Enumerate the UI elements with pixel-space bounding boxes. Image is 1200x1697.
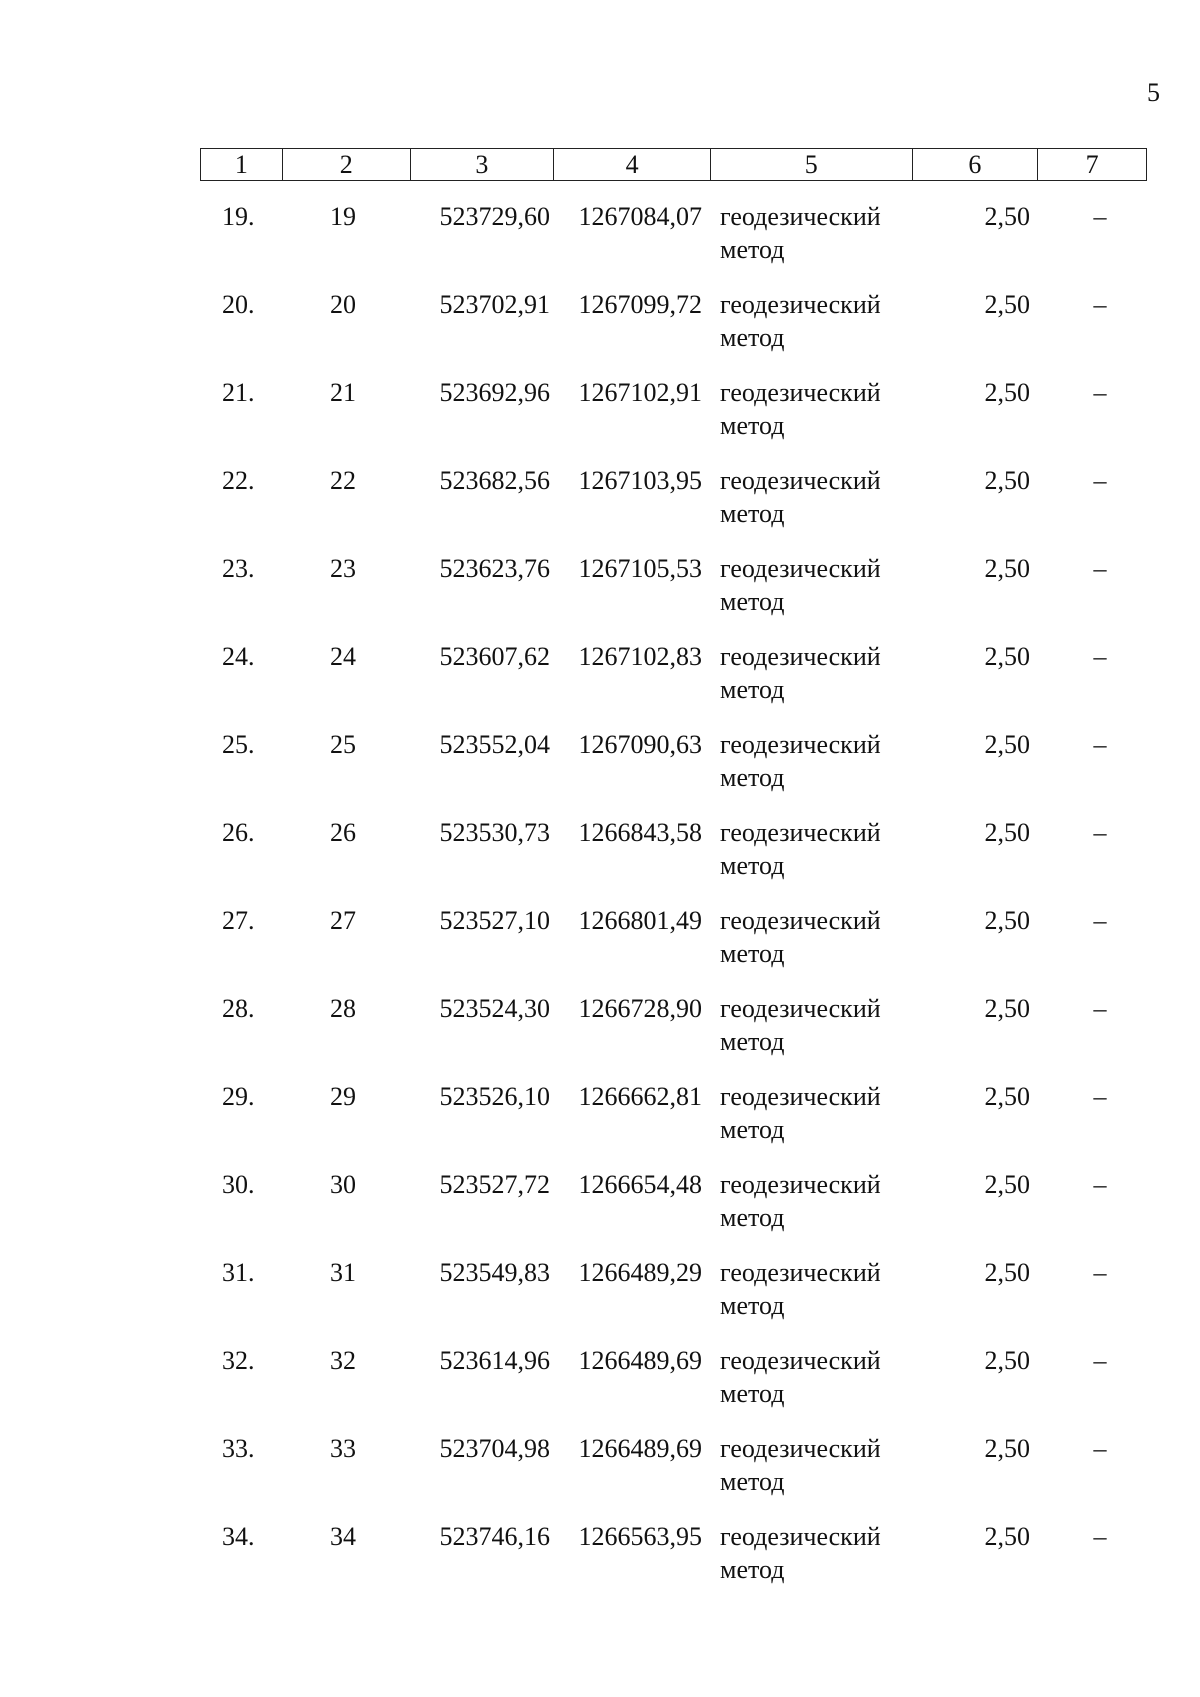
row-number-cell: 33.	[222, 1434, 255, 1463]
coordinate-y-cell: 1266843,58	[578, 818, 702, 847]
table-row	[200, 1168, 1147, 1256]
method-line-2: метод	[720, 1555, 785, 1584]
description-cell: –	[1093, 818, 1107, 847]
accuracy-cell: 2,50	[984, 378, 1030, 407]
table-row	[200, 200, 1147, 288]
coordinate-x-cell: 523702,91	[439, 290, 550, 319]
method-line-1: геодезический	[720, 1434, 881, 1463]
row-number-cell: 34.	[222, 1522, 255, 1551]
method-cell	[720, 1168, 920, 1234]
table-row	[200, 552, 1147, 640]
method-line-1: геодезический	[720, 290, 881, 319]
description-cell: –	[1093, 906, 1107, 935]
method-line-1: геодезический	[720, 642, 881, 671]
table-row	[200, 1432, 1147, 1520]
point-id-cell: 33	[330, 1434, 356, 1463]
coordinate-y-cell: 1266489,69	[578, 1434, 702, 1463]
point-id-cell: 24	[330, 642, 356, 671]
method-line-2: метод	[720, 675, 785, 704]
method-line-1: геодезический	[720, 818, 881, 847]
coordinate-y-cell: 1266654,48	[578, 1170, 702, 1199]
coordinate-y-cell: 1267084,07	[578, 202, 702, 231]
method-line-2: метод	[720, 235, 785, 264]
header-cell-7: 7	[1085, 149, 1099, 179]
row-number-cell: 19.	[222, 202, 255, 231]
coordinate-y-cell: 1266489,29	[578, 1258, 702, 1287]
method-line-2: метод	[720, 1203, 785, 1232]
method-line-2: метод	[720, 1467, 785, 1496]
coordinate-x-cell: 523704,98	[439, 1434, 550, 1463]
description-cell: –	[1093, 730, 1107, 759]
point-id-cell: 28	[330, 994, 356, 1023]
method-line-1: геодезический	[720, 1346, 881, 1375]
method-cell	[720, 1344, 920, 1410]
coordinate-x-cell: 523524,30	[439, 994, 550, 1023]
row-number-cell: 32.	[222, 1346, 255, 1375]
coordinate-x-cell: 523526,10	[439, 1082, 550, 1111]
table-row	[200, 288, 1147, 376]
method-cell	[720, 1520, 920, 1586]
method-cell	[720, 1256, 920, 1322]
accuracy-cell: 2,50	[984, 1522, 1030, 1551]
method-cell	[720, 904, 920, 970]
description-cell: –	[1093, 202, 1107, 231]
accuracy-cell: 2,50	[984, 730, 1030, 759]
method-cell	[720, 200, 920, 266]
method-line-2: метод	[720, 1115, 785, 1144]
row-number-cell: 30.	[222, 1170, 255, 1199]
row-number-cell: 20.	[222, 290, 255, 319]
accuracy-cell: 2,50	[984, 1082, 1030, 1111]
table-row	[200, 1256, 1147, 1344]
point-id-cell: 34	[330, 1522, 356, 1551]
method-line-2: метод	[720, 1027, 785, 1056]
accuracy-cell: 2,50	[984, 994, 1030, 1023]
point-id-cell: 21	[330, 378, 356, 407]
description-cell: –	[1093, 466, 1107, 495]
method-line-1: геодезический	[720, 1258, 881, 1287]
coordinate-x-cell: 523552,04	[439, 730, 550, 759]
coordinate-x-cell: 523614,96	[439, 1346, 550, 1375]
description-cell: –	[1093, 378, 1107, 407]
description-cell: –	[1093, 1346, 1107, 1375]
description-cell: –	[1093, 1170, 1107, 1199]
coordinate-x-cell: 523682,56	[439, 466, 550, 495]
method-line-2: метод	[720, 1291, 785, 1320]
method-cell	[720, 1432, 920, 1498]
coordinate-x-cell: 523549,83	[439, 1258, 550, 1287]
accuracy-cell: 2,50	[984, 642, 1030, 671]
method-line-1: геодезический	[720, 466, 881, 495]
coordinate-y-cell: 1266489,69	[578, 1346, 702, 1375]
row-number-cell: 24.	[222, 642, 255, 671]
method-cell	[720, 640, 920, 706]
coordinate-x-cell: 523530,73	[439, 818, 550, 847]
method-line-2: метод	[720, 939, 785, 968]
method-cell	[720, 728, 920, 794]
accuracy-cell: 2,50	[984, 554, 1030, 583]
accuracy-cell: 2,50	[984, 1170, 1030, 1199]
row-number-cell: 22.	[222, 466, 255, 495]
coordinate-x-cell: 523527,10	[439, 906, 550, 935]
coordinate-x-cell: 523527,72	[439, 1170, 550, 1199]
table-row	[200, 1344, 1147, 1432]
table-header-row	[200, 148, 1147, 181]
coordinate-x-cell: 523607,62	[439, 642, 550, 671]
method-line-1: геодезический	[720, 1082, 881, 1111]
accuracy-cell: 2,50	[984, 1346, 1030, 1375]
description-cell: –	[1093, 554, 1107, 583]
coordinate-y-cell: 1267102,83	[578, 642, 702, 671]
row-number-cell: 21.	[222, 378, 255, 407]
table-row	[200, 640, 1147, 728]
description-cell: –	[1093, 1258, 1107, 1287]
method-line-1: геодезический	[720, 906, 881, 935]
method-cell	[720, 288, 920, 354]
description-cell: –	[1093, 1522, 1107, 1551]
point-id-cell: 22	[330, 466, 356, 495]
point-id-cell: 29	[330, 1082, 356, 1111]
table-row	[200, 992, 1147, 1080]
header-cell-6: 6	[913, 149, 1039, 180]
method-line-1: геодезический	[720, 554, 881, 583]
row-number-cell: 28.	[222, 994, 255, 1023]
method-line-2: метод	[720, 411, 785, 440]
description-cell: –	[1093, 994, 1107, 1023]
method-line-1: геодезический	[720, 1170, 881, 1199]
header-cell-4: 4	[554, 149, 711, 180]
row-number-cell: 27.	[222, 906, 255, 935]
method-cell	[720, 464, 920, 530]
coordinate-y-cell: 1267102,91	[578, 378, 702, 407]
accuracy-cell: 2,50	[984, 906, 1030, 935]
point-id-cell: 19	[330, 202, 356, 231]
description-cell: –	[1093, 1082, 1107, 1111]
accuracy-cell: 2,50	[984, 818, 1030, 847]
method-line-2: метод	[720, 1379, 785, 1408]
coordinate-y-cell: 1266728,90	[578, 994, 702, 1023]
point-id-cell: 25	[330, 730, 356, 759]
point-id-cell: 30	[330, 1170, 356, 1199]
row-number-cell: 29.	[222, 1082, 255, 1111]
table-row	[200, 1520, 1147, 1608]
table-row	[200, 728, 1147, 816]
method-line-1: геодезический	[720, 202, 881, 231]
header-cell-1: 1	[201, 149, 283, 180]
description-cell: –	[1093, 642, 1107, 671]
table-body	[200, 200, 1147, 1608]
point-id-cell: 31	[330, 1258, 356, 1287]
coordinate-y-cell: 1266662,81	[578, 1082, 702, 1111]
point-id-cell: 27	[330, 906, 356, 935]
coordinate-y-cell: 1267105,53	[578, 554, 702, 583]
coordinate-x-cell: 523623,76	[439, 554, 550, 583]
method-line-2: метод	[720, 323, 785, 352]
coordinate-x-cell: 523729,60	[439, 202, 550, 231]
coordinate-y-cell: 1267099,72	[578, 290, 702, 319]
row-number-cell: 31.	[222, 1258, 255, 1287]
coordinate-y-cell: 1266801,49	[578, 906, 702, 935]
method-cell	[720, 816, 920, 882]
header-cell-3: 3	[411, 149, 555, 180]
coordinate-y-cell: 1267103,95	[578, 466, 702, 495]
header-cell-5: 5	[711, 149, 913, 180]
header-cell-2: 2	[283, 149, 411, 180]
coordinate-y-cell: 1267090,63	[578, 730, 702, 759]
method-cell	[720, 376, 920, 442]
method-line-2: метод	[720, 587, 785, 616]
point-id-cell: 20	[330, 290, 356, 319]
method-line-1: геодезический	[720, 378, 881, 407]
description-cell: –	[1093, 1434, 1107, 1463]
coordinate-y-cell: 1266563,95	[578, 1522, 702, 1551]
table-row	[200, 816, 1147, 904]
page-number: 5	[1147, 78, 1160, 107]
point-id-cell: 32	[330, 1346, 356, 1375]
table-row	[200, 904, 1147, 992]
method-line-1: геодезический	[720, 994, 881, 1023]
method-line-2: метод	[720, 851, 785, 880]
row-number-cell: 23.	[222, 554, 255, 583]
method-line-2: метод	[720, 499, 785, 528]
table-row	[200, 1080, 1147, 1168]
accuracy-cell: 2,50	[984, 290, 1030, 319]
description-cell: –	[1093, 290, 1107, 319]
accuracy-cell: 2,50	[984, 466, 1030, 495]
method-cell	[720, 992, 920, 1058]
method-line-1: геодезический	[720, 1522, 881, 1551]
row-number-cell: 25.	[222, 730, 255, 759]
accuracy-cell: 2,50	[984, 202, 1030, 231]
coordinate-x-cell: 523746,16	[439, 1522, 550, 1551]
table-row	[200, 464, 1147, 552]
point-id-cell: 23	[330, 554, 356, 583]
method-cell	[720, 552, 920, 618]
table-row	[200, 376, 1147, 464]
method-cell	[720, 1080, 920, 1146]
accuracy-cell: 2,50	[984, 1258, 1030, 1287]
coordinate-x-cell: 523692,96	[439, 378, 550, 407]
method-line-1: геодезический	[720, 730, 881, 759]
method-line-2: метод	[720, 763, 785, 792]
point-id-cell: 26	[330, 818, 356, 847]
accuracy-cell: 2,50	[984, 1434, 1030, 1463]
row-number-cell: 26.	[222, 818, 255, 847]
